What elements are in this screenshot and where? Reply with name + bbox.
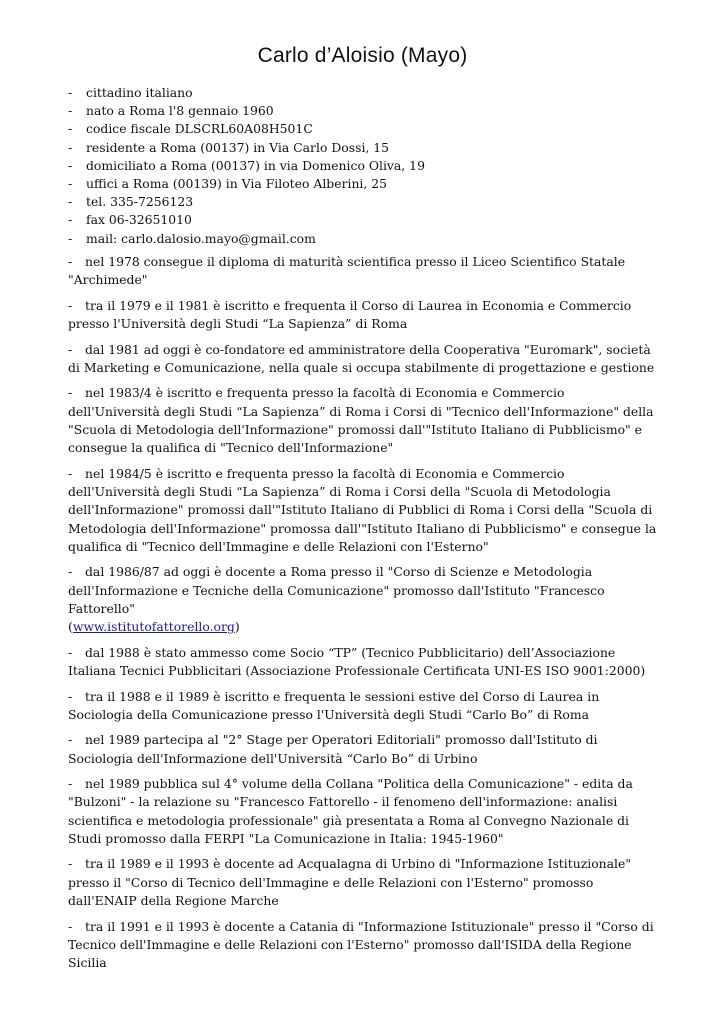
bullet-dash: - [68, 254, 73, 269]
bullet-dash: - [68, 341, 73, 357]
entry-text: dal 1986/87 ad oggi è docente a Roma presso il "Corso di Scienze e Metodologia dell'Informazione e Tecniche della Comunicazione" promosso dall'Istituto "Francesco Fattorello" [68, 564, 605, 616]
info-item-domicile [68, 157, 668, 175]
info-item-email [68, 230, 668, 248]
entry-1978-diploma [68, 253, 660, 290]
bullet-dash: - [68, 776, 73, 792]
bullet-dash: - [68, 856, 73, 872]
entry-1986-teaching [68, 563, 660, 636]
info-item-offices [68, 175, 668, 193]
info-text: domiciliato a Roma (00137) in via Domenico Oliva, 19 [86, 157, 425, 173]
info-item-residence [68, 139, 668, 157]
entry-text: nel 1989 pubblica sul 4° volume della Collana "Politica della Comunicazione" - edita da "Bulzoni" - la relazione su "Francesco Fattorello - il fenomeno dell'informazione: analisi scientifica e metodologia professionale" già presentata a Roma al Convegno Nazionale di Studi promosso dalla FERPI "La Comunicazione in Italia: 1945-1960" [68, 776, 633, 846]
entry-text: dal 1981 ad oggi è co-fondatore ed amministratore della Cooperativa "Euromark", società di Marketing e Comunicazione, nella quale si occupa stabilmente di progettazione e gestione [68, 341, 655, 375]
bullet-dash: - [68, 85, 73, 100]
bullet-dash: - [68, 688, 73, 704]
link-close-paren: ) [234, 619, 240, 635]
fattorello-website-link[interactable]: www.istitutofattorello.org [72, 619, 235, 635]
career-entries [68, 253, 660, 980]
entry-1984-courses [68, 465, 660, 556]
info-text: residente a Roma (00137) in Via Carlo Dossi, 15 [86, 139, 390, 155]
page-title: Carlo d’Aloisio (Mayo) [257, 44, 468, 67]
info-text: uffici a Roma (00139) in Via Filoteo Alberini, 25 [86, 175, 388, 191]
entry-text: nel 1983/4 è iscritto e frequenta presso la facoltà di Economia e Commercio dell'Università degli Studi “La Sapienza” di Roma i Corsi di "Tecnico dell'Informazione" della "Scuola di Metodologia dell'Informazione" promossi dall'"Istituto Italiano di Pubblicismo" e consegue la qualifica di "Tecnico dell'Informazione" [68, 385, 654, 456]
entry-1988-tp-member [68, 644, 660, 681]
entry-1989-acqualagna [68, 855, 660, 910]
bullet-dash: - [68, 644, 73, 660]
info-item-phone [68, 193, 668, 211]
bullet-dash: - [68, 297, 73, 313]
bullet-dash: - [68, 175, 73, 191]
bullet-dash: - [68, 212, 73, 228]
bullet-dash: - [68, 918, 73, 934]
entry-text: dal 1988 è stato ammesso come Socio “TP” (Tecnico Pubblicitario) dell’Associazione Italiana Tecnici Pubblicitari (Associazione Professionale Certificata UNI-ES ISO 9001:2000) [68, 644, 646, 679]
bullet-dash: - [68, 157, 73, 173]
entry-1988-sociology [68, 688, 660, 725]
bullet-dash: - [68, 732, 73, 748]
entry-1989-stage [68, 731, 660, 768]
bullet-dash: - [68, 465, 73, 481]
info-item-citizenship [68, 84, 668, 102]
bullet-dash: - [68, 194, 73, 210]
bullet-dash: - [68, 139, 73, 155]
link-open-paren: ( [68, 619, 73, 635]
info-text: nato a Roma l'8 gennaio 1960 [86, 103, 274, 119]
bullet-dash: - [68, 564, 73, 580]
entry-text: nel 1984/5 è iscritto e frequenta presso la facoltà di Economia e Commercio dell'Università degli Studi “La Sapienza” di Roma i Corsi della "Scuola di Metodologia dell'Informazione" promossi dall'"Istituto Italiano di Pubblici di Roma i Corsi della "Scuola di Metodologia dell'Informazione" promossa dall'"Istituto Italiano di Pubblicismo" e consegue la qualifica di "Tecnico dell'Immagine e delle Relazioni con l'Esterno" [68, 465, 657, 554]
entry-1979-economics [68, 297, 660, 334]
info-text: tel. 335-7256123 [86, 194, 194, 210]
bullet-dash: - [68, 230, 73, 246]
personal-info-list [68, 84, 668, 248]
bullet-dash: - [68, 121, 73, 137]
info-text: cittadino italiano [86, 85, 193, 100]
entry-1981-euromark [68, 341, 660, 378]
entry-1991-catania [68, 918, 660, 973]
entry-text: nel 1978 consegue il diploma di maturità scientifica presso il Liceo Scientifico Statale "Archimede" [68, 254, 626, 288]
info-item-tax-code [68, 120, 668, 138]
bullet-dash: - [68, 385, 73, 401]
entry-text: tra il 1989 e il 1993 è docente ad Acqualagna di Urbino di "Informazione Istituzionale" presso il "Corso di Tecnico dell'Immagine e delle Relazioni con l'Esterno" promosso dall'ENAIP della Regione Marche [68, 856, 632, 909]
entry-text: nel 1989 partecipa al "2° Stage per Operatori Editoriali" promosso dall'Istituto di Sociologia dell'Informazione dell'Università “Carlo Bo” di Urbino [68, 732, 598, 766]
entry-text: tra il 1979 e il 1981 è iscritto e frequenta il Corso di Laurea in Economia e Commercio presso l'Università degli Studi “La Sapienza” di Roma [68, 297, 632, 332]
entry-1983-courses [68, 384, 660, 457]
bullet-dash: - [68, 103, 73, 119]
info-item-fax [68, 211, 668, 229]
entry-text: tra il 1991 e il 1993 è docente a Catania di "Informazione Istituzionale" presso il "Corso di Tecnico dell'Immagine e delle Relazioni con l'Esterno" promosso dall'ISIDA della Regione Sicilia [68, 918, 654, 971]
info-text: codice fiscale DLSCRL60A08H501C [86, 121, 313, 137]
entry-1989-publication [68, 775, 660, 848]
info-text: mail: carlo.dalosio.mayo@gmail.com [86, 230, 316, 246]
entry-text: tra il 1988 e il 1989 è iscritto e frequenta le sessioni estive del Corso di Laurea in Sociologia della Comunicazione presso l'Università degli Studi “Carlo Bo” di Roma [68, 688, 600, 722]
info-item-birth [68, 102, 668, 120]
info-text: fax 06-32651010 [86, 212, 192, 228]
